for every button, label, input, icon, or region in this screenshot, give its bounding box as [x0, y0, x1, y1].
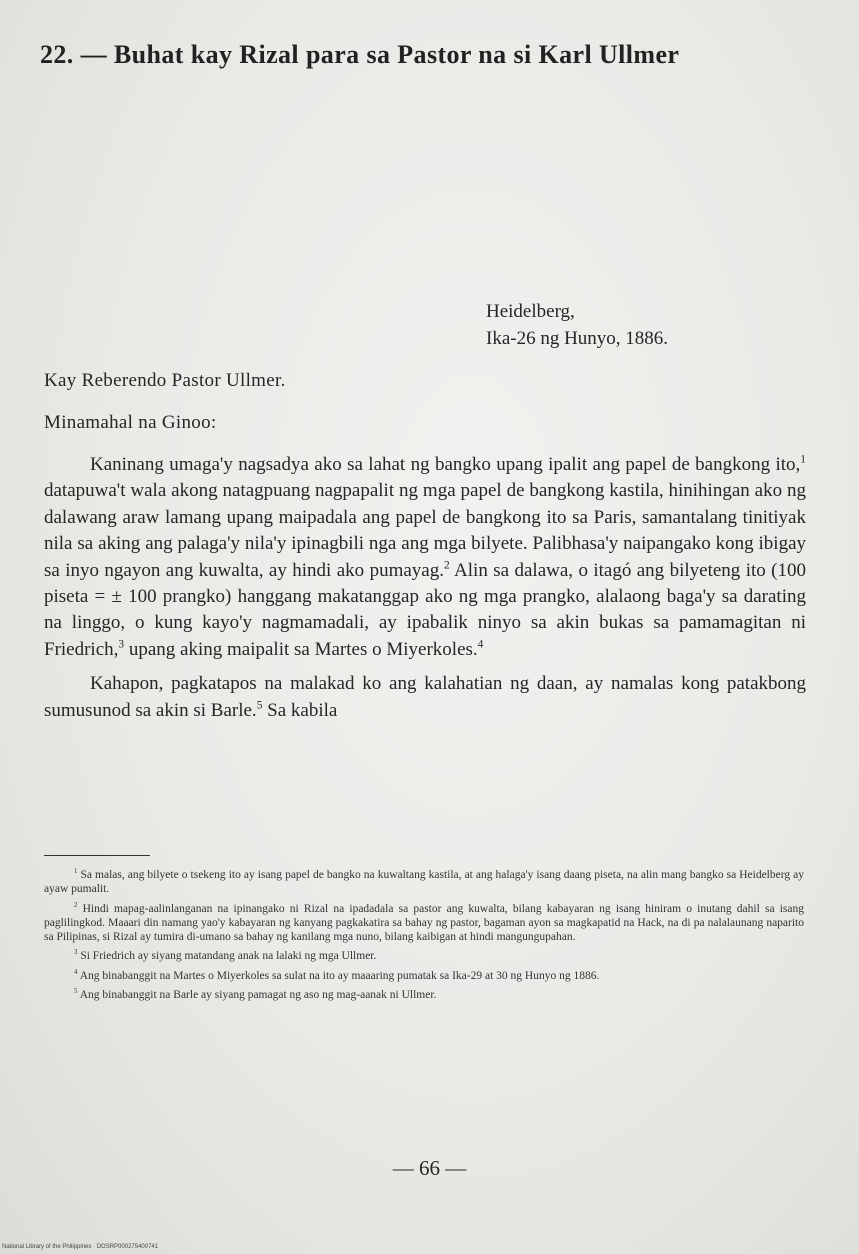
addressee: Kay Reberendo Pastor Ullmer.	[44, 370, 286, 391]
body-text-run: Kaninang umaga'y nagsadya ako sa lahat ng bangko upang ipalit ang papel de bangkong ito,	[90, 454, 801, 475]
footnote	[44, 949, 804, 963]
footnote-text: Hindi mapag-aalinlanganan na ipinangako ni Rizal na ipadadala sa pastor ang kuwalta, bilang kabayaran ng isang hiniram o inutang dahil sa isang paglilingkod. Maaari din namang yao'y kabayaran ng kanyang pagkakatira sa bahay ng pastor, bagaman ayon sa magkapatid na Hack, na di pa nalalaunang naparito sa Pilipinas, si Rizal ay tumira di-umano sa bahay ng kanilang mga nuno, bilang kaibigan at hindi mangungupahan.	[44, 902, 804, 944]
body-paragraph	[44, 671, 806, 724]
page-number: — 66 —	[392, 1156, 467, 1180]
body-text-run: Sa kabila	[262, 699, 338, 721]
letter-date: Ika-26 ng Hunyo, 1886.	[486, 328, 669, 349]
footnote-mark: 1	[74, 868, 78, 876]
footnote-text: Ang binabanggit na Barle ay siyang pamagat ng aso ng mag-aanak ni Ullmer.	[79, 989, 437, 1002]
footnote-ref: 4	[477, 638, 484, 651]
letter-title: 22. — Buhat kay Rizal para sa Pastor na si Karl Ullmer	[40, 40, 680, 69]
footnote-divider	[44, 855, 150, 856]
footnote	[44, 868, 804, 897]
footnote-ref: 2	[443, 559, 450, 572]
footnote	[44, 988, 804, 1002]
footnote-mark: 3	[74, 949, 78, 957]
footnote-ref: 5	[256, 699, 263, 712]
footnotes	[44, 868, 804, 1007]
body-text-run: Alin sa dalawa, o itagó ang bilyeteng ito (100 piseta = ± 100 prangko) hanggang makatanggap ako ng mga prangko, alalaong baga'y sa darating na linggo, o kung kayo'y nagmamadali, ay ipabalik ninyo sa akin bukas sa pamamagitan ni Friedrich,	[44, 559, 807, 660]
footnote-text: Si Friedrich ay siyang matandang anak na lalaki ng mga Ullmer.	[80, 950, 377, 963]
body-text-run: upang aking maipalit sa Martes o Miyerkoles.	[124, 638, 478, 660]
body-text-run: Kahapon, pagkatapos na malakad ko ang kalahatian ng daan, ay namalas kong patakbong sumusunod sa akin si Barle.	[44, 673, 806, 721]
footnote-mark: 4	[74, 968, 78, 976]
footnote-text: Sa malas, ang bilyete o tsekeng ito ay isang papel de bangko na kuwaltang kastila, at ang halaga'y isang daang piseta, na alin mang bangko sa Heidelberg ay ayaw pumalit.	[44, 869, 804, 896]
footnote-mark: 2	[74, 901, 78, 909]
place-and-date	[486, 298, 668, 352]
letter-place: Heidelberg,	[486, 301, 575, 322]
footnote-mark: 5	[74, 988, 78, 996]
salutation: Minamahal na Ginoo:	[44, 412, 217, 433]
footnote-ref: 3	[118, 638, 125, 651]
footnote	[44, 969, 804, 983]
letter-body	[44, 452, 806, 732]
body-text-run: datapuwa't wala akong natagpuang nagpapalit ng mga papel de bangkong kastila, hinihingan ako ng dalawang araw lamang upang maipadala ang papel de bangkong ito sa Paris, samantalang tinitiyak nila sa aking ang palaga'y nila'y ipinagbili nga ang mga bilyete. Palibhasa'y naipangako kong ibigay sa inyo ngayon ang kuwalta, ay hindi ako pumayag.	[44, 480, 806, 581]
footnote-text: Ang binabanggit na Martes o Miyerkoles sa sulat na ito ay maaaring pumatak sa Ika-29 at 30 ng Hunyo ng 1886.	[79, 969, 600, 982]
footnote-ref: 1	[800, 453, 806, 466]
scan-credit: National Library of the Philippines · DOSRP000275400741	[2, 1244, 159, 1250]
footnote	[44, 902, 804, 945]
body-paragraph	[44, 452, 806, 663]
